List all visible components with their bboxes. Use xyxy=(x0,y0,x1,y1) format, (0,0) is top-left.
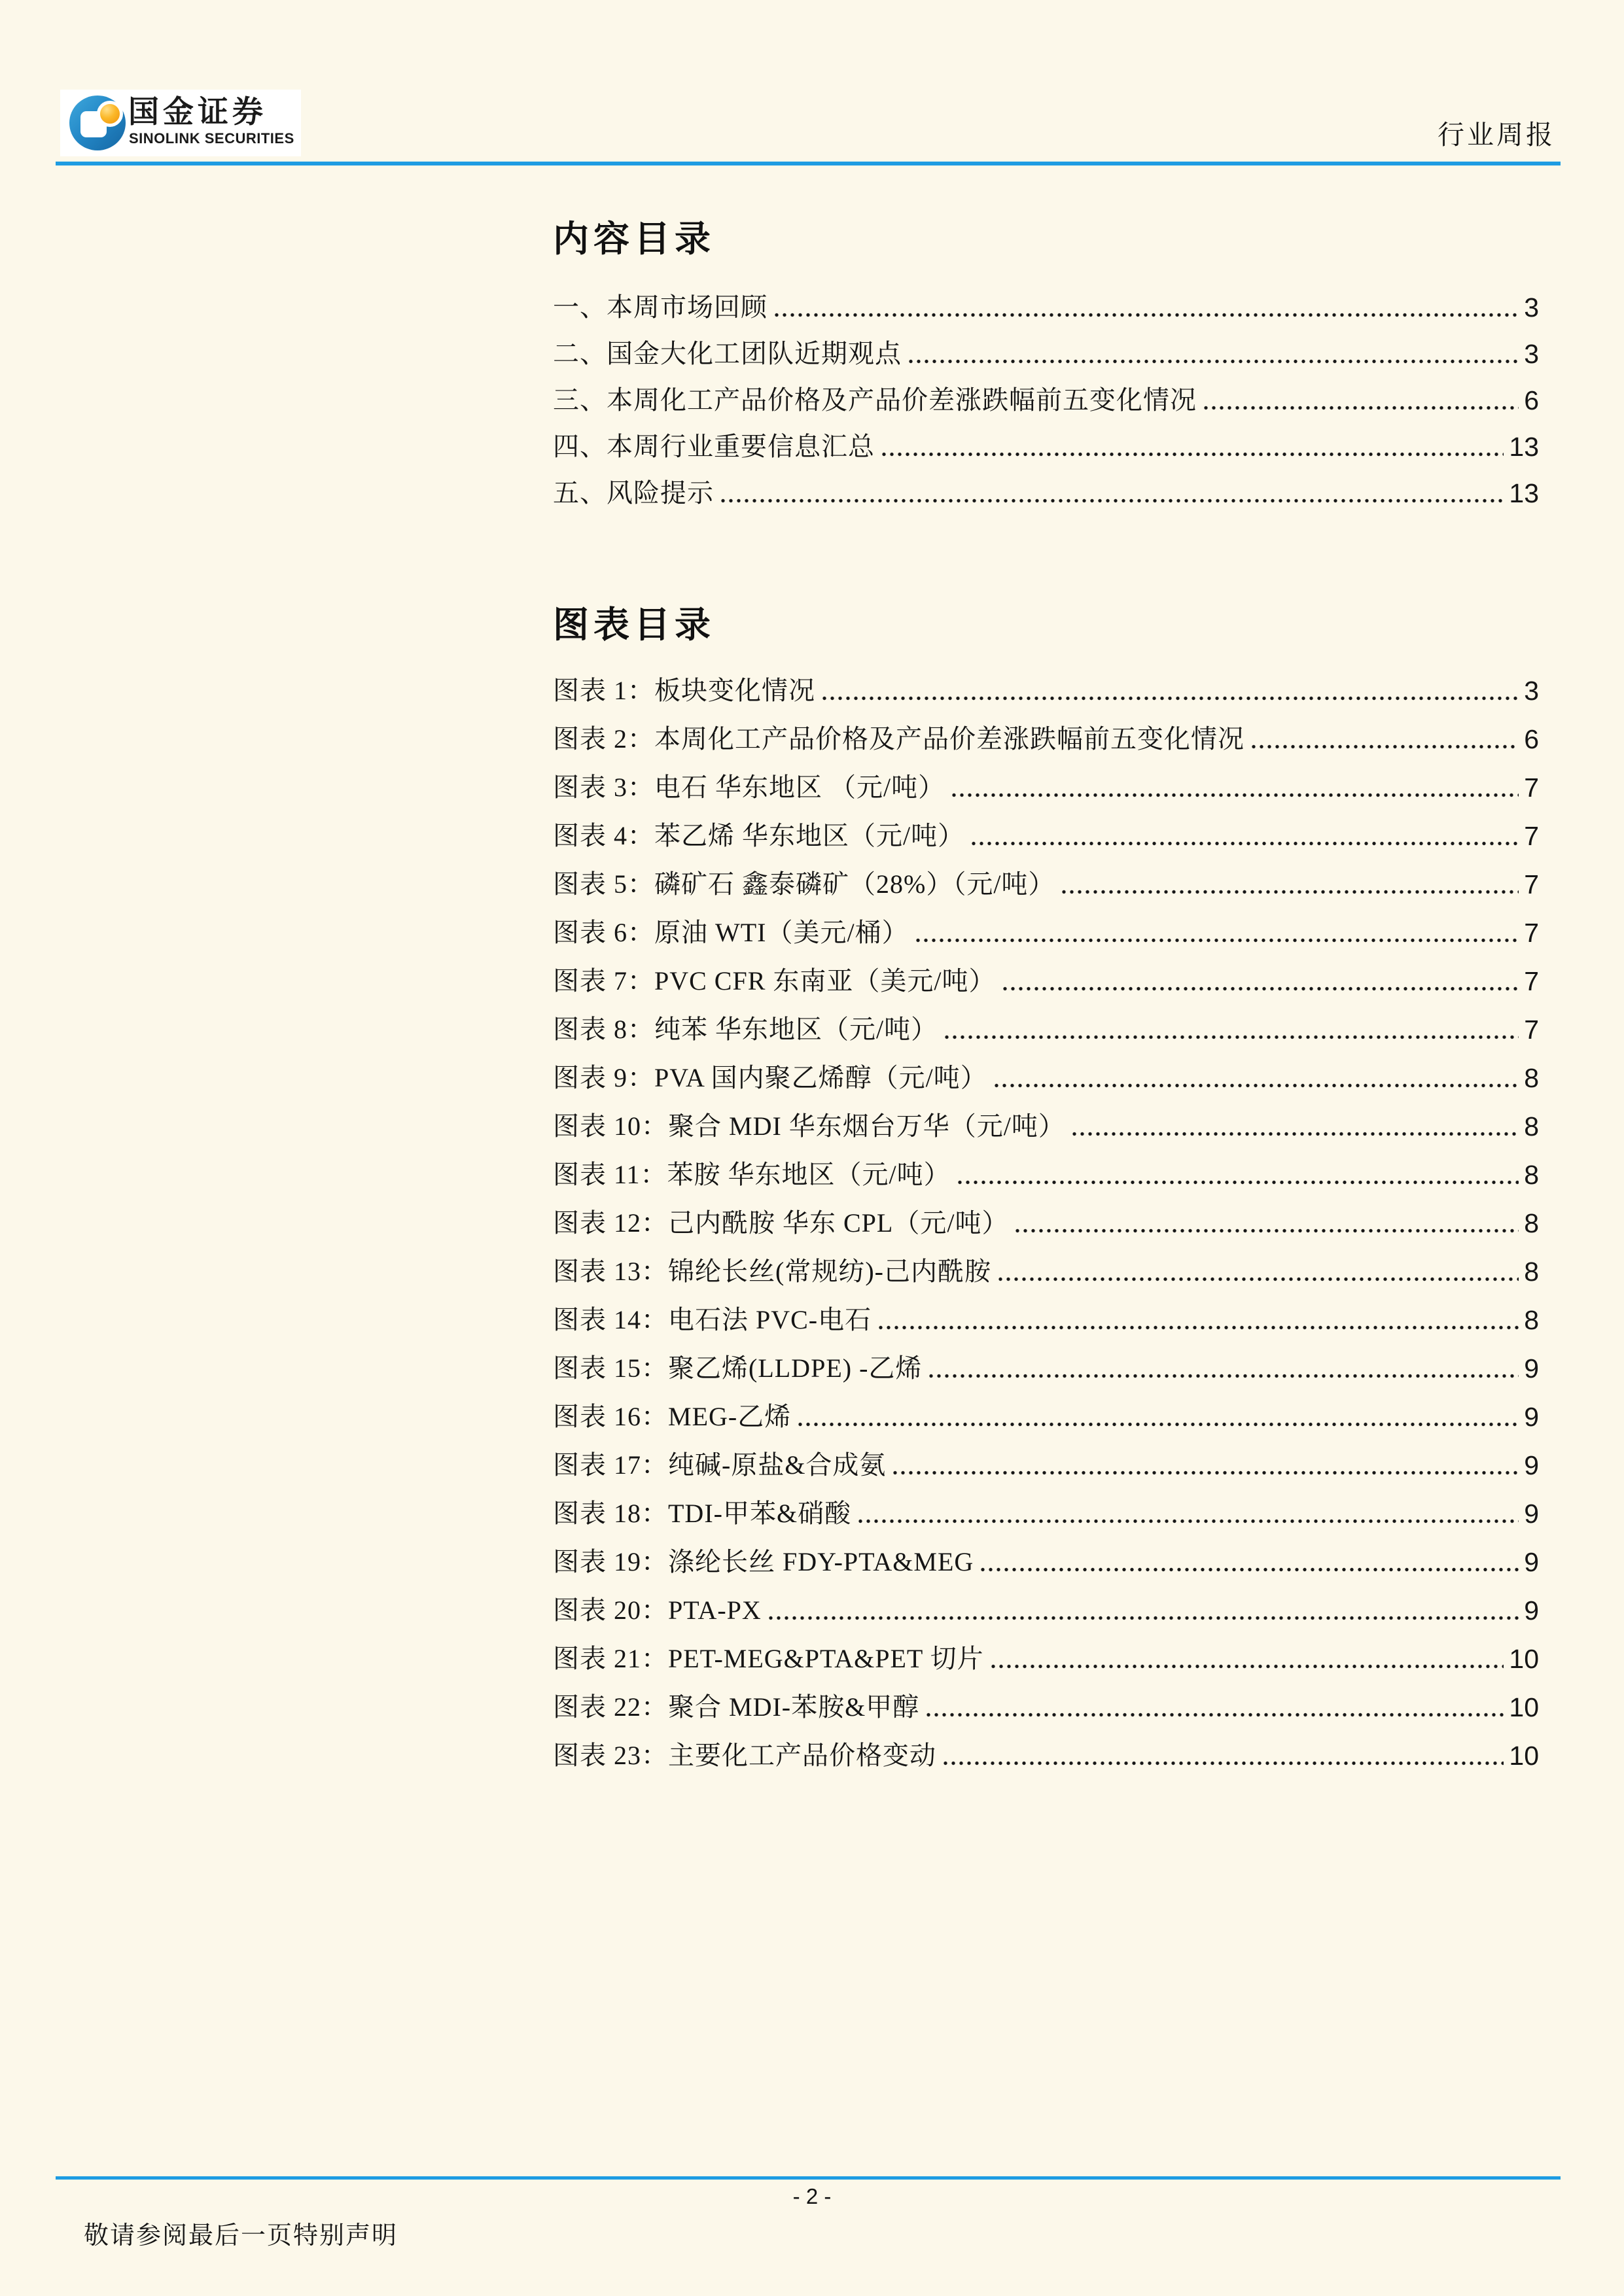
report-type-label: 行业周报 xyxy=(1438,120,1555,150)
entry-label: 图表 13：锦纶长丝(常规纺)-己内酰胺 xyxy=(553,1257,991,1286)
figures-entry[interactable] xyxy=(553,1584,1539,1633)
figures-list xyxy=(553,665,1539,1778)
page-number: - 2 - xyxy=(792,2184,832,2208)
header-rule xyxy=(56,162,1561,165)
dot-leader xyxy=(1251,744,1519,750)
figures-entry[interactable] xyxy=(553,1681,1539,1730)
entry-label: 图表 7：PVC CFR 东南亚（美元/吨） xyxy=(553,966,996,996)
toc-entry[interactable] xyxy=(553,423,1539,469)
logo-ball-shape xyxy=(97,101,123,127)
entry-page-number: 8 xyxy=(1524,1305,1539,1335)
entry-page-number: 9 xyxy=(1524,1450,1539,1480)
entry-label: 图表 12：己内酰胺 华东 CPL（元/吨） xyxy=(553,1208,1009,1238)
dot-leader xyxy=(878,1325,1519,1331)
entry-label: 图表 6：原油 WTI（美元/桶） xyxy=(553,918,909,947)
entry-page-number: 7 xyxy=(1524,1015,1539,1045)
dot-leader xyxy=(971,841,1519,846)
entry-label: 图表 15：聚乙烯(LLDPE) -乙烯 xyxy=(553,1353,923,1383)
entry-page-number: 7 xyxy=(1524,821,1539,851)
entry-page-number: 9 xyxy=(1524,1402,1539,1432)
toc-entry[interactable] xyxy=(553,283,1539,330)
entry-label: 图表 19：涤纶长丝 FDY-PTA&MEG xyxy=(553,1547,974,1576)
figures-entry[interactable] xyxy=(553,1003,1539,1052)
dot-leader xyxy=(980,1567,1519,1573)
entry-label: 四、本周行业重要信息汇总 xyxy=(553,432,875,461)
dot-leader xyxy=(720,498,1504,504)
entry-page-number: 9 xyxy=(1524,1499,1539,1529)
logo-company-name-cn: 国金证券 xyxy=(128,94,267,129)
entry-page-number: 8 xyxy=(1524,1208,1539,1238)
entry-page-number: 8 xyxy=(1524,1160,1539,1190)
entry-label: 图表 20：PTA-PX xyxy=(553,1595,762,1625)
entry-label: 图表 10：聚合 MDI 华东烟台万华（元/吨） xyxy=(553,1111,1065,1141)
entry-label: 图表 14：电石法 PVC-电石 xyxy=(553,1305,872,1334)
entry-label: 一、本周市场回顾 xyxy=(553,292,768,322)
entry-page-number: 10 xyxy=(1509,1644,1539,1674)
entry-page-number: 6 xyxy=(1524,724,1539,754)
logo-company-name-en: SINOLINK SECURITIES xyxy=(129,130,294,147)
figures-entry[interactable] xyxy=(553,810,1539,858)
figures-entry[interactable] xyxy=(553,1633,1539,1681)
toc-entry[interactable] xyxy=(553,330,1539,376)
figures-entry[interactable] xyxy=(553,1391,1539,1439)
dot-leader xyxy=(881,451,1504,457)
entry-page-number: 13 xyxy=(1509,432,1539,462)
entry-label: 三、本周化工产品价格及产品价差涨跌幅前五变化情况 xyxy=(553,385,1197,415)
figures-entry[interactable] xyxy=(553,1342,1539,1391)
entry-page-number: 7 xyxy=(1524,966,1539,996)
dot-leader xyxy=(908,358,1519,364)
dot-leader xyxy=(822,695,1519,701)
toc-entry[interactable] xyxy=(553,469,1539,515)
entry-page-number: 9 xyxy=(1524,1595,1539,1626)
dot-leader xyxy=(768,1615,1519,1621)
dot-leader xyxy=(1061,889,1519,895)
entry-label: 图表 3：电石 华东地区 （元/吨） xyxy=(553,773,945,802)
entry-page-number: 6 xyxy=(1524,385,1539,415)
entry-label: 图表 2：本周化工产品价格及产品价差涨跌幅前五变化情况 xyxy=(553,724,1244,754)
dot-leader xyxy=(798,1421,1519,1427)
entry-page-number: 3 xyxy=(1524,676,1539,706)
entry-page-number: 8 xyxy=(1524,1257,1539,1287)
entry-label: 图表 18：TDI-甲苯&硝酸 xyxy=(553,1499,852,1528)
toc-entry[interactable] xyxy=(553,376,1539,423)
figures-entry[interactable] xyxy=(553,1149,1539,1197)
figures-entry[interactable] xyxy=(553,1197,1539,1245)
figures-entry[interactable] xyxy=(553,858,1539,907)
entry-page-number: 3 xyxy=(1524,339,1539,369)
entry-label: 图表 11：苯胺 华东地区（元/吨） xyxy=(553,1160,951,1189)
dot-leader xyxy=(944,1034,1519,1040)
company-logo xyxy=(60,90,301,156)
figures-section-title: 图表目录 xyxy=(553,605,716,645)
entry-page-number: 8 xyxy=(1524,1111,1539,1141)
figures-entry[interactable] xyxy=(553,665,1539,713)
entry-label: 图表 9：PVA 国内聚乙烯醇（元/吨） xyxy=(553,1063,987,1092)
dot-leader xyxy=(994,1083,1519,1088)
dot-leader xyxy=(1002,986,1519,992)
dot-leader xyxy=(915,937,1519,943)
figures-entry[interactable] xyxy=(553,1730,1539,1778)
dot-leader xyxy=(892,1470,1519,1476)
figures-entry[interactable] xyxy=(553,955,1539,1003)
dot-leader xyxy=(774,312,1519,318)
dot-leader xyxy=(998,1276,1519,1282)
toc-section-title: 内容目录 xyxy=(553,219,716,259)
entry-page-number: 9 xyxy=(1524,1353,1539,1383)
figures-entry[interactable] xyxy=(553,1294,1539,1342)
dot-leader xyxy=(991,1663,1504,1669)
footer-rule xyxy=(56,2176,1561,2180)
entry-label: 图表 21：PET-MEG&PTA&PET 切片 xyxy=(553,1644,984,1673)
figures-entry[interactable] xyxy=(553,1439,1539,1487)
entry-page-number: 3 xyxy=(1524,292,1539,322)
entry-label: 图表 22：聚合 MDI-苯胺&甲醇 xyxy=(553,1692,920,1722)
entry-page-number: 10 xyxy=(1509,1741,1539,1771)
figures-entry[interactable] xyxy=(553,1536,1539,1584)
entry-page-number: 8 xyxy=(1524,1063,1539,1093)
figures-entry[interactable] xyxy=(553,1100,1539,1149)
entry-page-number: 10 xyxy=(1509,1692,1539,1722)
entry-page-number: 7 xyxy=(1524,869,1539,899)
figures-entry[interactable] xyxy=(553,907,1539,955)
entry-label: 二、国金大化工团队近期观点 xyxy=(553,339,902,368)
dot-leader xyxy=(957,1179,1519,1185)
dot-leader xyxy=(1072,1131,1519,1137)
entry-page-number: 13 xyxy=(1509,478,1539,508)
entry-label: 图表 5：磷矿石 鑫泰磷矿（28%）（元/吨） xyxy=(553,869,1055,899)
entry-label: 图表 1：板块变化情况 xyxy=(553,676,815,705)
figures-entry[interactable] xyxy=(553,1052,1539,1100)
footer-disclaimer-note: 敬请参阅最后一页特别声明 xyxy=(84,2222,398,2250)
figures-entry[interactable] xyxy=(553,761,1539,810)
entry-label: 图表 4：苯乙烯 华东地区（元/吨） xyxy=(553,821,965,850)
figures-entry[interactable] xyxy=(553,713,1539,761)
figures-entry[interactable] xyxy=(553,1245,1539,1294)
entry-page-number: 9 xyxy=(1524,1547,1539,1577)
entry-label: 图表 16：MEG-乙烯 xyxy=(553,1402,792,1431)
entry-page-number: 7 xyxy=(1524,773,1539,803)
dot-leader xyxy=(951,792,1519,798)
entry-label: 五、风险提示 xyxy=(553,478,714,508)
dot-leader xyxy=(943,1760,1504,1766)
dot-leader xyxy=(1015,1228,1519,1234)
dot-leader xyxy=(926,1712,1504,1718)
dot-leader xyxy=(928,1373,1519,1379)
dot-leader xyxy=(858,1518,1519,1524)
sinolink-logo-icon xyxy=(69,96,127,150)
entry-label: 图表 8：纯苯 华东地区（元/吨） xyxy=(553,1015,938,1044)
dot-leader xyxy=(1203,405,1519,411)
toc-list xyxy=(553,283,1539,515)
entry-label: 图表 17：纯碱-原盐&合成氨 xyxy=(553,1450,887,1480)
entry-page-number: 7 xyxy=(1524,918,1539,948)
figures-entry[interactable] xyxy=(553,1487,1539,1536)
entry-label: 图表 23：主要化工产品价格变动 xyxy=(553,1741,936,1770)
